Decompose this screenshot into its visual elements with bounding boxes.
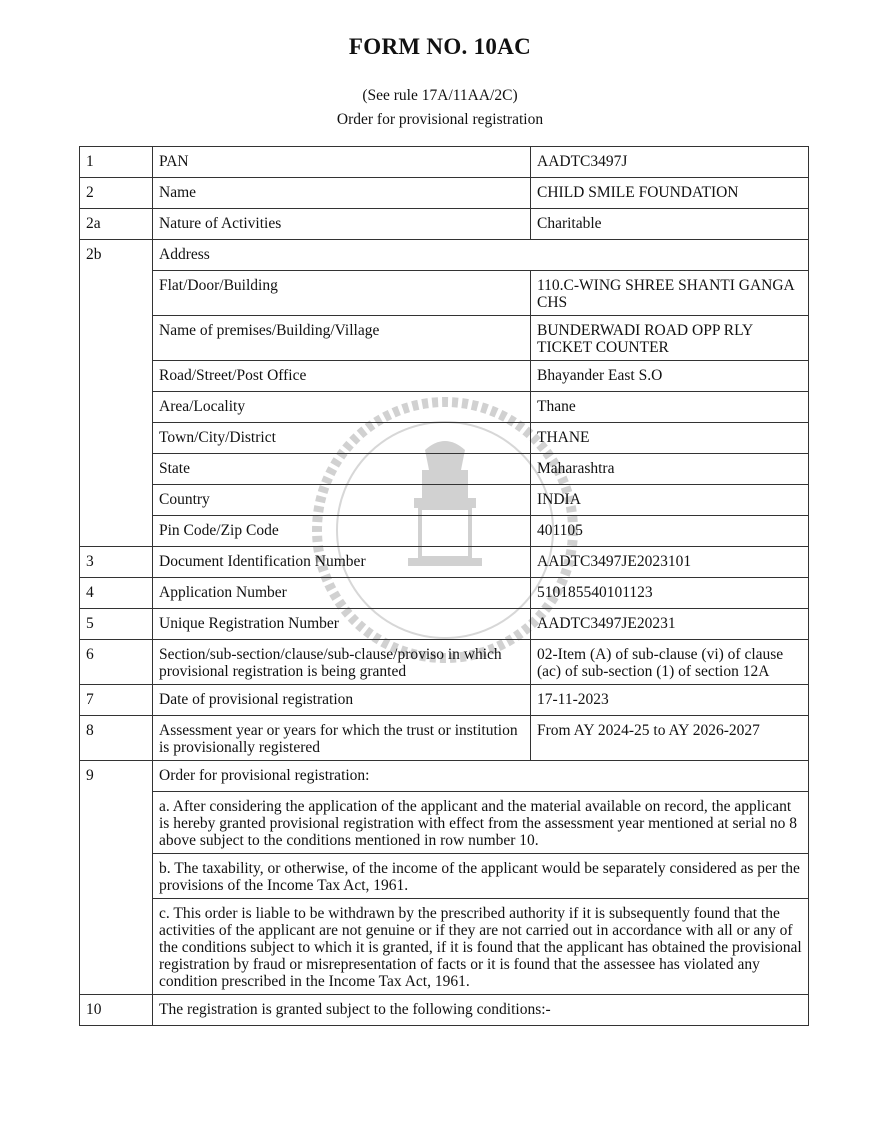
registration-number-value: AADTC3497JE20231 [531, 609, 809, 640]
table-row [80, 392, 809, 423]
name-value: CHILD SMILE FOUNDATION [531, 178, 809, 209]
table-row [80, 178, 809, 209]
registration-date-label: Date of provisional registration [153, 685, 531, 716]
table-row [80, 454, 809, 485]
assessment-year-value: From AY 2024-25 to AY 2026-2027 [531, 716, 809, 761]
nature-of-activities-label: Nature of Activities [153, 209, 531, 240]
table-row [80, 716, 809, 761]
address-field-value: Maharashtra [531, 454, 809, 485]
row-number: 2 [80, 178, 153, 209]
table-row [80, 640, 809, 685]
table-row [80, 423, 809, 454]
name-label: Name [153, 178, 531, 209]
table-row [80, 854, 809, 899]
table-row [80, 578, 809, 609]
form-subtitle: Order for provisional registration [336, 111, 544, 128]
table-row [80, 147, 809, 178]
registration-date-value: 17-11-2023 [531, 685, 809, 716]
row-number: 2a [80, 209, 153, 240]
row-number: 3 [80, 547, 153, 578]
registration-number-label: Unique Registration Number [153, 609, 531, 640]
assessment-year-label: Assessment year or years for which the trust or institution is provisionally registered [153, 716, 531, 761]
table-row [80, 995, 809, 1026]
row-number: 4 [80, 578, 153, 609]
application-number-value: 510185540101123 [531, 578, 809, 609]
address-field-value: Thane [531, 392, 809, 423]
form-rule-reference: (See rule 17A/11AA/2C) [362, 87, 518, 104]
row-number: 10 [80, 995, 153, 1026]
section-label: Section/sub-section/clause/sub-clause/proviso in which provisional registration is being granted [153, 640, 531, 685]
section-value: 02-Item (A) of sub-clause (vi) of clause (ac) of sub-section (1) of section 12A [531, 640, 809, 685]
order-label: Order for provisional registration: [153, 761, 809, 792]
address-field-label: Name of premises/Building/Village [153, 316, 531, 361]
table-row [80, 899, 809, 995]
address-field-label: Country [153, 485, 531, 516]
table-row [80, 240, 809, 271]
table-row [80, 516, 809, 547]
address-field-value: Bhayander East S.O [531, 361, 809, 392]
row-number: 2b [80, 240, 153, 547]
conditions-label: The registration is granted subject to the following conditions:- [153, 995, 809, 1026]
document-id-value: AADTC3497JE2023101 [531, 547, 809, 578]
pan-label: PAN [153, 147, 531, 178]
address-field-value: 110.C-WING SHREE SHANTI GANGA CHS [531, 271, 809, 316]
application-number-label: Application Number [153, 578, 531, 609]
address-field-value: THANE [531, 423, 809, 454]
table-row [80, 361, 809, 392]
row-number: 1 [80, 147, 153, 178]
address-field-value: BUNDERWADI ROAD OPP RLY TICKET COUNTER [531, 316, 809, 361]
order-clause-b: b. The taxability, or otherwise, of the income of the applicant would be separately considered as per the provisions of the Income Tax Act, 1961. [153, 854, 809, 899]
pan-value: AADTC3497J [531, 147, 809, 178]
row-number: 6 [80, 640, 153, 685]
address-field-label: Area/Locality [153, 392, 531, 423]
form-title: FORM NO. 10AC [348, 34, 532, 59]
address-field-label: Pin Code/Zip Code [153, 516, 531, 547]
nature-of-activities-value: Charitable [531, 209, 809, 240]
address-label: Address [153, 240, 809, 271]
address-field-value: 401105 [531, 516, 809, 547]
row-number: 7 [80, 685, 153, 716]
document-id-label: Document Identification Number [153, 547, 531, 578]
table-row [80, 209, 809, 240]
table-row [80, 271, 809, 316]
row-number: 9 [80, 761, 153, 995]
table-row [80, 792, 809, 854]
row-number: 8 [80, 716, 153, 761]
table-row [80, 685, 809, 716]
address-field-label: Town/City/District [153, 423, 531, 454]
table-row [80, 761, 809, 792]
table-row [80, 316, 809, 361]
order-clause-c: c. This order is liable to be withdrawn by the prescribed authority if it is subsequently found that the activities of the applicant are not genuine or if they are not carried out in accordance with all or any of the conditions subject to which it is granted, if it is found that the applicant has obtained the provisional registration by fraud or misrepresentation of facts or it is found that the assessee has violated any condition prescribed in the Income Tax Act, 1961. [153, 899, 809, 995]
order-clause-a: a. After considering the application of the applicant and the material available on record, the applicant is hereby granted provisional registration with effect from the assessment year mentioned at serial no 8 above subject to the conditions mentioned in row number 10. [153, 792, 809, 854]
address-field-value: INDIA [531, 485, 809, 516]
table-row [80, 609, 809, 640]
address-field-label: Road/Street/Post Office [153, 361, 531, 392]
registration-table [79, 146, 809, 1026]
address-field-label: State [153, 454, 531, 485]
table-row [80, 485, 809, 516]
address-field-label: Flat/Door/Building [153, 271, 531, 316]
row-number: 5 [80, 609, 153, 640]
table-row [80, 547, 809, 578]
